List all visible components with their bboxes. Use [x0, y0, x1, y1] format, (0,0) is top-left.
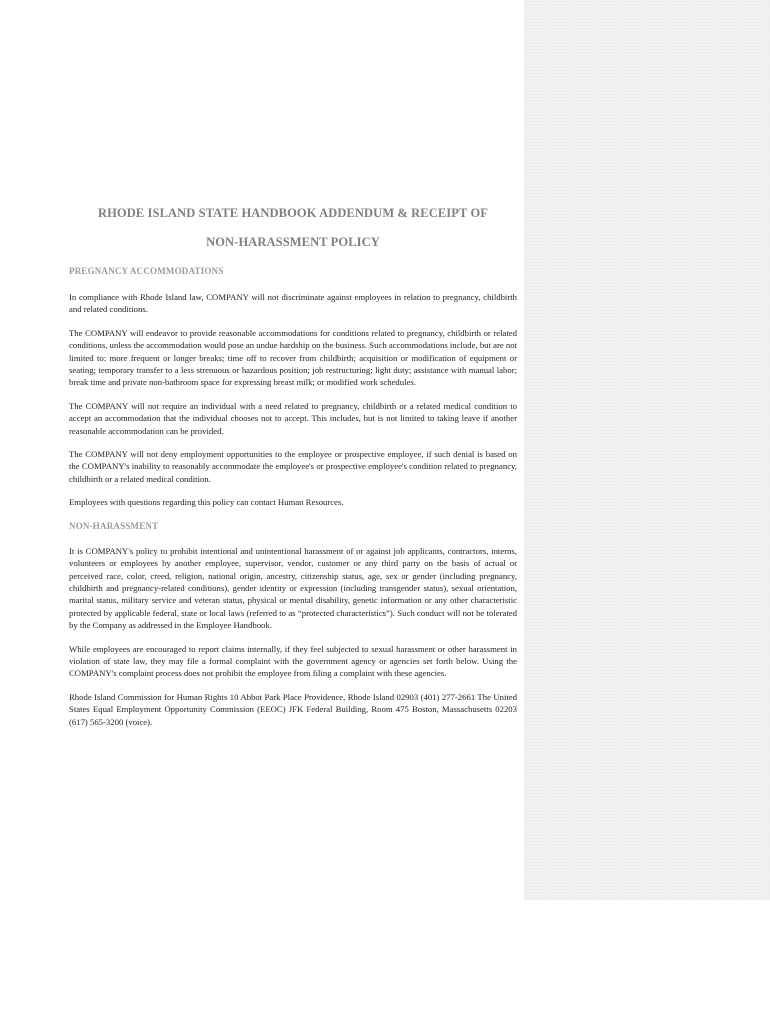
paragraph: In compliance with Rhode Island law, COMPANY will not discriminate against employees in relation to pregnancy, childbirth and related conditions.: [69, 292, 517, 315]
paragraph: While employees are encouraged to report claims internally, if they feel subjected to sexual harassment or other harassment in violation of state law, they may file a formal complaint with the government agency or agencies set forth below. Using the COMPANY's complaint process does not prohibit the employee from filing a complaint with these agencies.: [69, 643, 517, 679]
paragraph: The COMPANY will endeavor to provide reasonable accommodations for conditions related to pregnancy, childbirth or related conditions, unless the accommodation would pose an undue hardship on the business. Such accommodations include, but are not limited to: more frequent or longer breaks; time off to recover from childbirth; acquisition or modification of equipment or seating; temporary transfer to a less strenuous or hazardous position; job restructuring; light duty; assistance with manual labor; break time and private non-bathroom space for expressing breast milk; or modified work schedules.: [69, 327, 517, 388]
paragraph: Employees with questions regarding this policy can contact Human Resources.: [69, 497, 344, 508]
document-title-line1: RHODE ISLAND STATE HANDBOOK ADDENDUM & RECEIPT OF: [97, 206, 488, 220]
section-heading-nonharassment: NON-HARASSMENT: [69, 520, 159, 531]
section-heading-pregnancy: PREGNANCY ACCOMMODATIONS: [69, 266, 224, 276]
document-body: [69, 206, 517, 728]
document-title-line2: NON-HARASSMENT POLICY: [206, 235, 380, 249]
paragraph: The COMPANY will not require an individual with a need related to pregnancy, childbirth or a related medical condition to accept an accommodation that the individual chooses not to accept. This includes, but is not limited to taking leave if another reasonable accommodation can be provided.: [69, 400, 517, 436]
agency-contacts: Rhode Island Commission for Human Rights 10 Abbot Park Place Providence, Rhode Island 02903 (401) 277-2661 The United States Equal Employment Opportunity Commission (EEOC) JFK Federal Building, Room 475 Boston, Massachusetts 02203 (617) 565-3200 (voice).: [69, 691, 517, 727]
paragraph: It is COMPANY's policy to prohibit intentional and unintentional harassment of or against job applicants, contractors, interns, volunteers or employees by another employee, supervisor, vendor, customer or any third party on the basis of actual or perceived race, color, creed, religion, national origin, ancestry, citizenship status, age, sex or gender (including pregnancy, childbirth and pregnancy-related conditions), gender identity or expression (including transgender status), sexual orientation, marital status, military service and veteran status, physical or mental disability, genetic information or any other characteristic protected by applicable federal, state or local laws (referred to as “protected characteristics”). Such conduct will not be tolerated by the Company as addressed in the Employee Handbook.: [69, 545, 517, 631]
comment-pane: [524, 0, 770, 900]
paragraph: The COMPANY will not deny employment opportunities to the employee or prospective employee, if such denial is based on the COMPANY's inability to reasonably accommodate the employee's or prospective employee's condition related to pregnancy, childbirth or a related medical condition.: [69, 449, 517, 484]
